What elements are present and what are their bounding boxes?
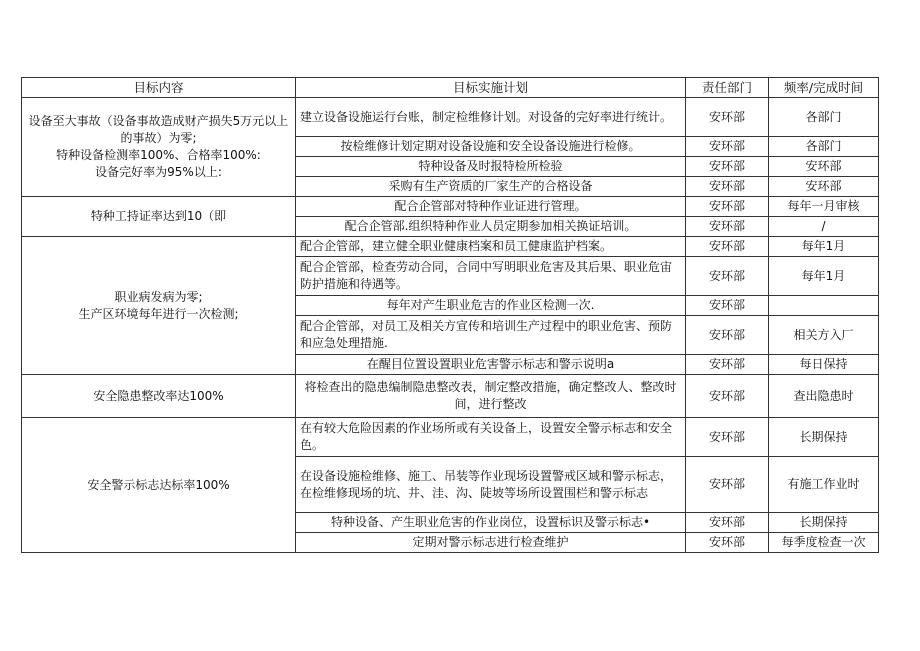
dept-cell: 安环部 <box>686 177 769 197</box>
dept-cell: 安环部 <box>686 137 769 157</box>
dept-cell: 安环部 <box>686 375 769 418</box>
table-row <box>22 418 879 457</box>
goal-line: 安全警示标志达标率100% <box>87 477 230 492</box>
goal-cell-equipment <box>22 98 296 197</box>
freq-cell: 每年1月 <box>769 237 879 257</box>
goal-line: 设备完好率为95%以上: <box>95 165 222 179</box>
freq-cell: 安环部 <box>769 157 879 177</box>
table-row <box>22 375 879 418</box>
plan-cell: 采购有生产资质的厂家生产的合格设备 <box>296 177 686 197</box>
freq-cell: 各部门 <box>769 98 879 137</box>
goal-line: 职业病发病为零; <box>114 289 203 304</box>
plan-cell: 配合企管部，对员工及相关方宣传和培训生产过程中的职业危害、预防和应急处理措施. <box>296 316 686 355</box>
freq-cell: 安环部 <box>769 177 879 197</box>
freq-cell: 长期保持 <box>769 513 879 533</box>
dept-cell: 安环部 <box>686 355 769 375</box>
freq-cell: 每年1月 <box>769 257 879 296</box>
plan-cell: 在醒目位置设置职业危害警示标志和警示说明a <box>296 355 686 375</box>
dept-cell: 安环部 <box>686 197 769 217</box>
freq-cell <box>769 296 879 316</box>
freq-cell: 相关方入厂 <box>769 316 879 355</box>
dept-cell: 安环部 <box>686 98 769 137</box>
freq-cell: 每季度检查一次 <box>769 533 879 553</box>
plan-cell: 配合企管部对特种作业证进行管理。 <box>296 197 686 217</box>
dept-cell: 安环部 <box>686 533 769 553</box>
freq-cell: 有施工作业时 <box>769 457 879 513</box>
dept-cell: 安环部 <box>686 457 769 513</box>
goal-cell-occupational-health <box>22 237 296 375</box>
table-row <box>22 98 879 137</box>
header-row <box>22 78 879 98</box>
plan-cell: 配合企管部，建立健全职业健康档案和员工健康监护档案。 <box>296 237 686 257</box>
goal-line: 设备至大事故（设备事故造成财产损失5万元以上的事故）为零; <box>28 114 289 145</box>
plan-cell: 配合企管部.组织特种作业人员定期参加相关换证培训。 <box>296 217 686 237</box>
dept-cell: 安环部 <box>686 157 769 177</box>
freq-cell: 长期保持 <box>769 418 879 457</box>
dept-cell: 安环部 <box>686 217 769 237</box>
plan-cell: 每年对产生职业危吉的作业区检测一次. <box>296 296 686 316</box>
plan-cell: 将检查出的隐患编制隐患整改表，制定整改措施，确定整改人、整改时间，进行整改 <box>296 375 686 418</box>
plan-cell: 特种设备及时报特检所检验 <box>296 157 686 177</box>
goal-line: 特种工持证率达到10（即 <box>90 209 227 223</box>
plan-cell: 建立设备设施运行台账，制定检维修计划。对设备的完好率进行统计。 <box>296 98 686 137</box>
header-freq: 频率/完成时间 <box>769 78 879 98</box>
plan-cell: 定期对警示标志进行检查维护 <box>296 533 686 553</box>
dept-cell: 安环部 <box>686 296 769 316</box>
dept-cell: 安环部 <box>686 257 769 296</box>
plan-cell: 特种设备、产生职业危害的作业岗位，设置标识及警示标志• <box>296 513 686 533</box>
goal-cell-special-workers <box>22 197 296 237</box>
dept-cell: 安环部 <box>686 316 769 355</box>
freq-cell: 查出隐患时 <box>769 375 879 418</box>
table-row <box>22 197 879 217</box>
dept-cell: 安环部 <box>686 418 769 457</box>
goal-cell-warning-signs <box>22 418 296 553</box>
goal-line: 安全隐患整改率达100% <box>93 388 224 403</box>
dept-cell: 安环部 <box>686 513 769 533</box>
dept-cell: 安环部 <box>686 237 769 257</box>
plan-cell: 配合企管部，检查劳动合同，合同中写明职业危害及其后果、职业危宙防护措施和待遇等。 <box>296 257 686 296</box>
freq-cell: 每年一月审核 <box>769 197 879 217</box>
freq-cell: / <box>769 217 879 237</box>
header-goal: 目标内容 <box>22 78 296 98</box>
goal-line: 特种设备检测率100%、合格率100%: <box>56 148 261 162</box>
freq-cell: 各部门 <box>769 137 879 157</box>
header-dept: 责任部门 <box>686 78 769 98</box>
goal-cell-hazard-rectification <box>22 375 296 418</box>
freq-cell: 每日保持 <box>769 355 879 375</box>
plan-cell: 在设备设施检维修、施工、吊装等作业现场设置警戒区域和警示标志，在检维修现场的坑、井、洼、沟、陡坡等场所设置围栏和警示标志 <box>296 457 686 513</box>
plan-cell: 在有较大危险因素的作业场所或有关设备上，设置安全警示标志和安全色。 <box>296 418 686 457</box>
table-row <box>22 237 879 257</box>
plan-cell: 按检维修计划定期对设备设施和安全设备设施进行检修。 <box>296 137 686 157</box>
goal-line: 生产区环境每年进行一次检测; <box>78 306 239 321</box>
safety-targets-table <box>21 77 879 553</box>
header-plan: 目标实施计划 <box>296 78 686 98</box>
